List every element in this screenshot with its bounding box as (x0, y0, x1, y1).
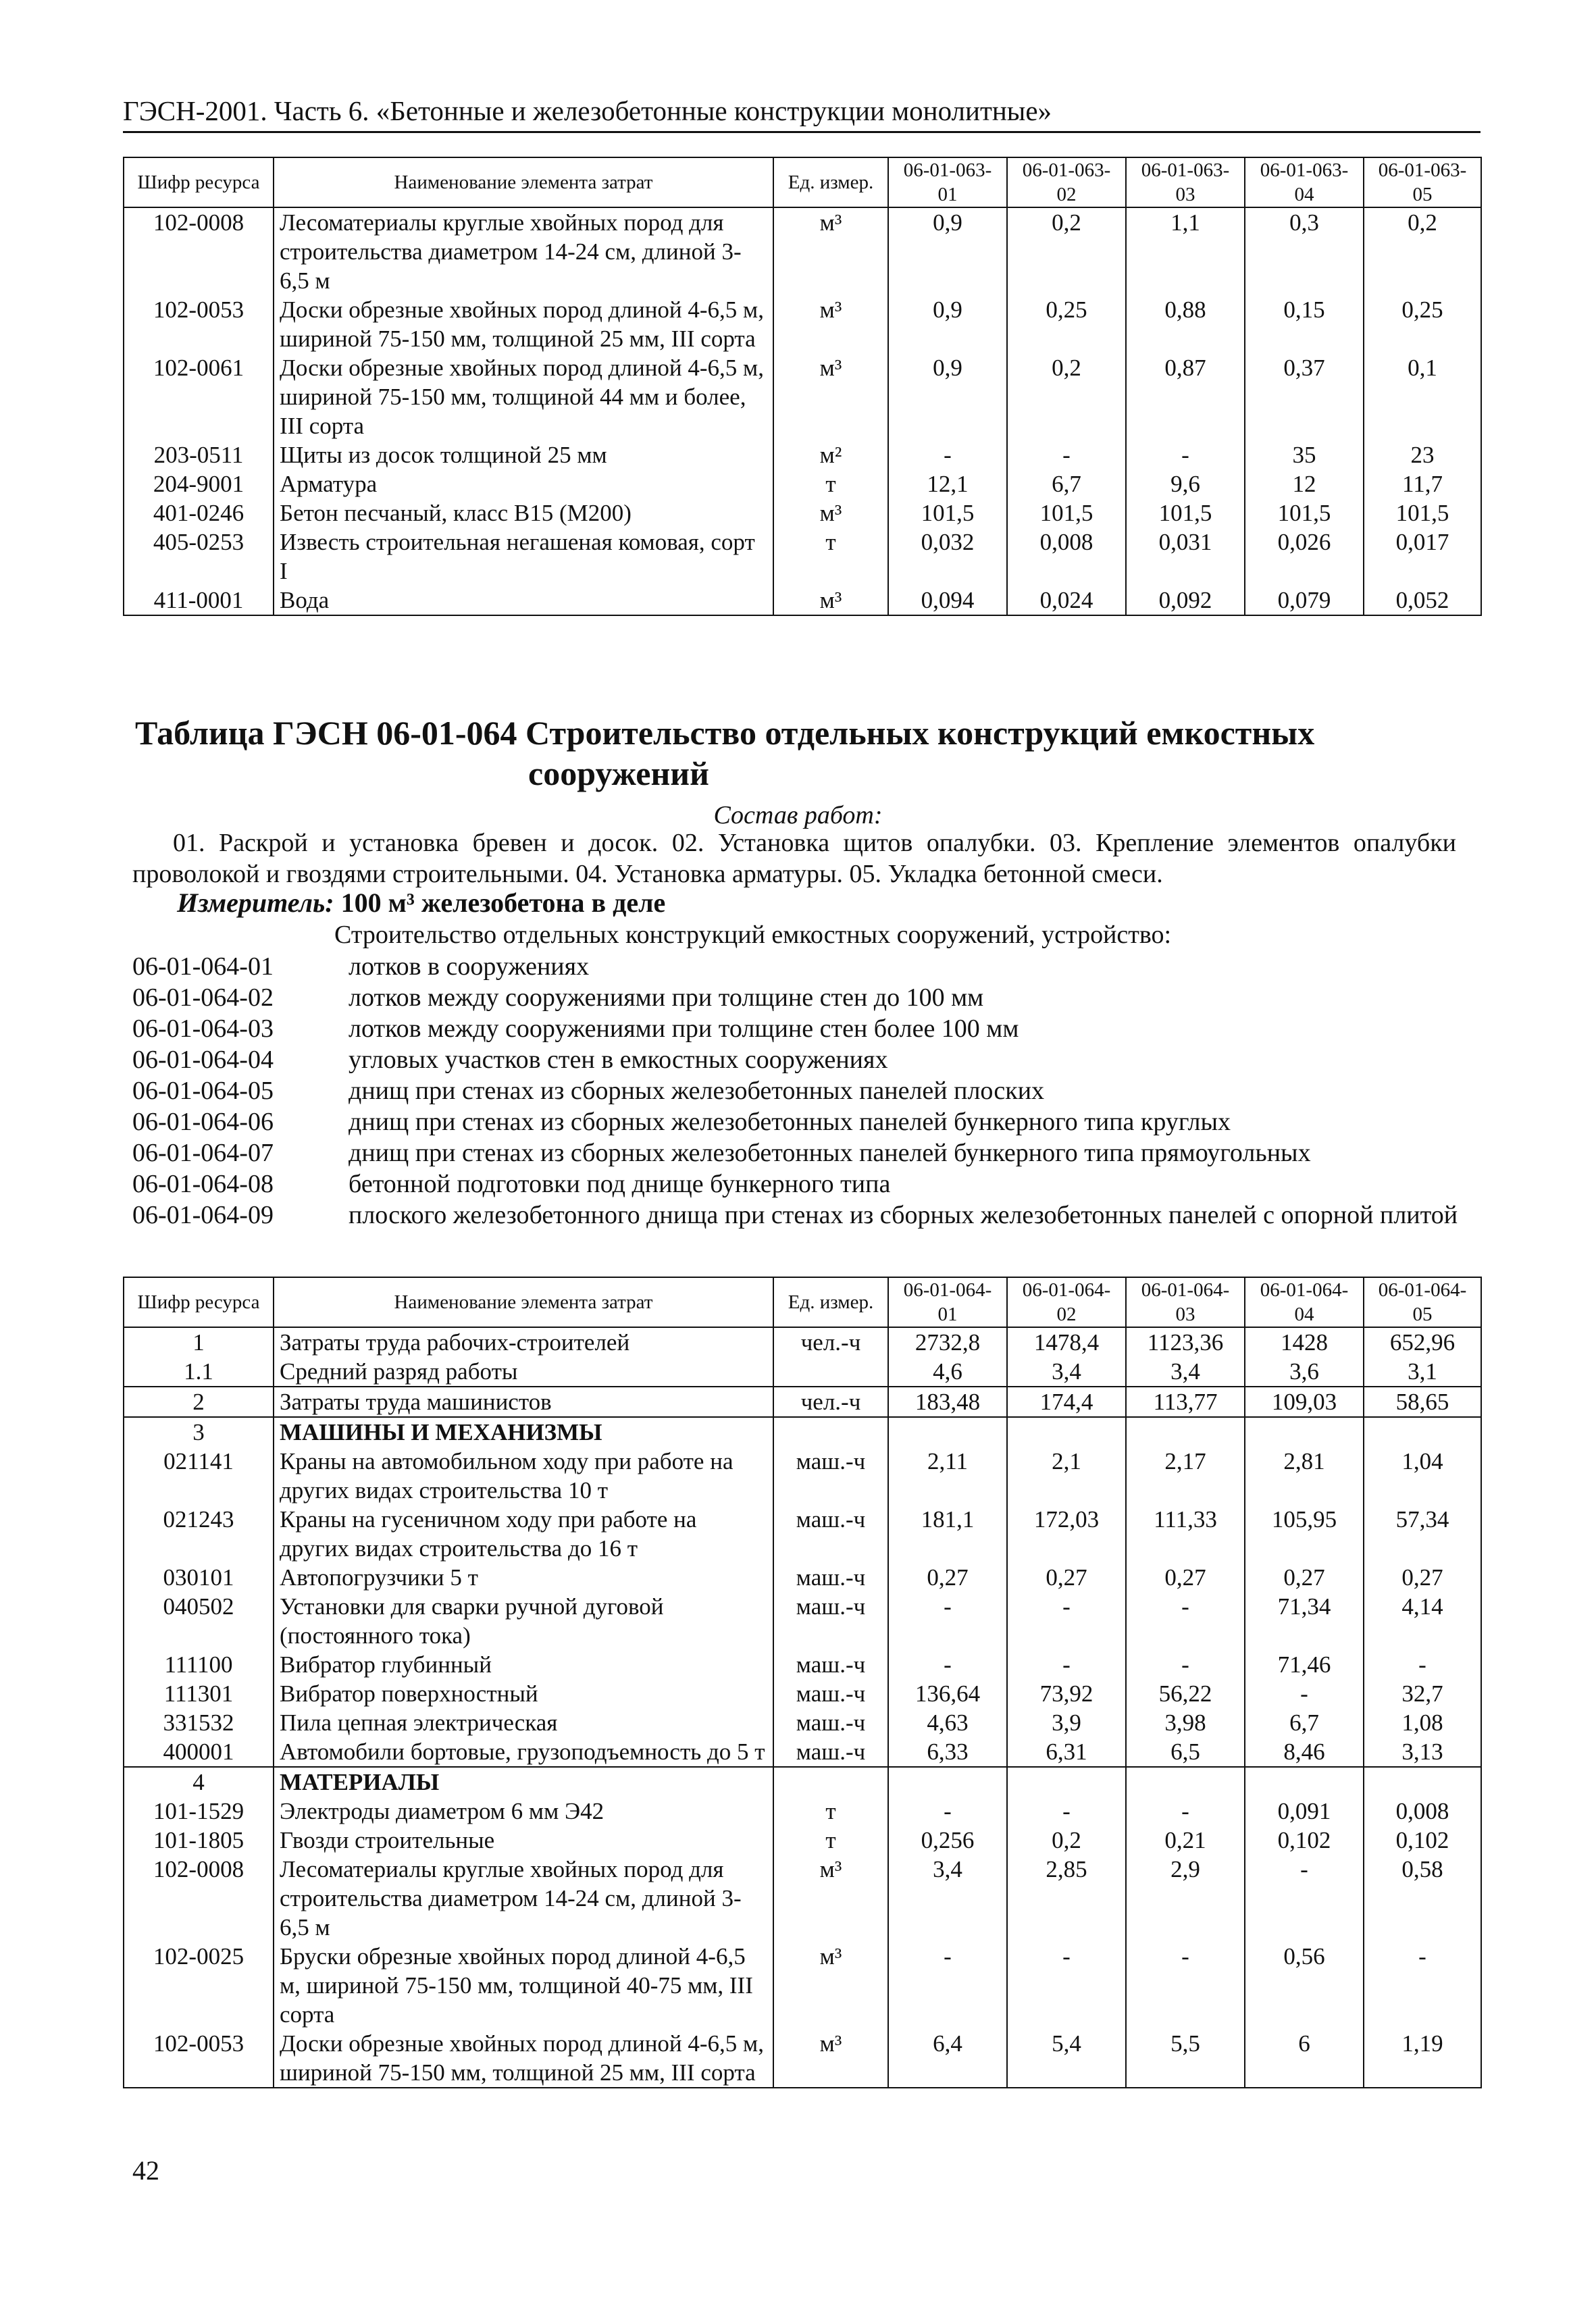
norm-value: 1478,4 (1007, 1327, 1126, 1357)
norm-description: плоского железобетонного днища при стенах из сборных железобетонных панелей с опорной плитой (349, 1201, 1458, 1229)
norm-value: 0,2 (1007, 1826, 1126, 1855)
resource-code: 2 (124, 1387, 274, 1417)
norm-value: - (888, 1942, 1007, 2029)
section-title-line2: сооружений (528, 754, 709, 792)
measure-line (177, 887, 665, 919)
norm-value: - (888, 440, 1007, 469)
norm-value (1126, 1767, 1245, 1797)
resource-unit: м³ (773, 586, 888, 615)
table-body (124, 1327, 1481, 2088)
resource-unit: маш.-ч (773, 1708, 888, 1737)
norm-value: - (1364, 1942, 1481, 2029)
norm-value (1007, 1767, 1126, 1797)
norm-value: 0,9 (888, 207, 1007, 295)
col-norm-header: 06-01-064-05 (1364, 1277, 1481, 1327)
resource-code: 1 (124, 1327, 274, 1357)
norm-value: 4,63 (888, 1708, 1007, 1737)
resource-code: 021243 (124, 1505, 274, 1563)
resource-name: Установки для сварки ручной дуговой (постоянного тока) (274, 1592, 773, 1650)
resource-code: 102-0008 (124, 207, 274, 295)
norm-value: - (888, 1650, 1007, 1679)
list-item (132, 951, 1476, 982)
resource-code: 101-1529 (124, 1797, 274, 1826)
table-row (124, 586, 1481, 615)
norm-value: 1,04 (1364, 1447, 1481, 1505)
norm-value: 0,008 (1364, 1797, 1481, 1826)
table-row (124, 469, 1481, 498)
resource-code: 4 (124, 1767, 274, 1797)
resource-code: 102-0025 (124, 1942, 274, 2029)
resource-code: 102-0008 (124, 1855, 274, 1942)
resource-code: 030101 (124, 1563, 274, 1592)
table-row (124, 295, 1481, 353)
norm-description: лотков между сооружениями при толщине стен до 100 мм (349, 983, 984, 1012)
list-item (132, 1137, 1476, 1168)
norm-value: 0,026 (1245, 528, 1364, 586)
norm-value: 0,56 (1245, 1942, 1364, 2029)
norm-value: 0,2 (1007, 353, 1126, 440)
norm-value: 0,024 (1007, 586, 1126, 615)
resource-unit: м³ (773, 2029, 888, 2088)
table-row (124, 1417, 1481, 1447)
norm-description: днищ при стенах из сборных железобетонных панелей бункерного типа прямоугольных (349, 1139, 1311, 1167)
norm-code: 06-01-064-08 (132, 1170, 274, 1198)
norm-value: 0,9 (888, 353, 1007, 440)
resource-unit (773, 1417, 888, 1447)
norm-value: - (1245, 1679, 1364, 1708)
norm-value: - (1126, 1942, 1245, 2029)
table-body (124, 207, 1481, 615)
norm-value: 3,6 (1245, 1357, 1364, 1387)
norm-value: 0,3 (1245, 207, 1364, 295)
table-row (124, 1826, 1481, 1855)
norm-value: - (1007, 440, 1126, 469)
col-norm-header: 06-01-064-03 (1126, 1277, 1245, 1327)
table-row (124, 353, 1481, 440)
norm-value: 6,5 (1126, 1737, 1245, 1767)
norm-value: 1,1 (1126, 207, 1245, 295)
table-row (124, 1357, 1481, 1387)
norm-value: 2,85 (1007, 1855, 1126, 1942)
resource-unit: т (773, 1797, 888, 1826)
norm-code: 06-01-064-02 (132, 983, 274, 1012)
list-item (132, 1168, 1476, 1200)
resource-unit: маш.-ч (773, 1679, 888, 1708)
norm-value: 0,27 (1364, 1563, 1481, 1592)
col-norm-header: 06-01-064-04 (1245, 1277, 1364, 1327)
section-title-line1: Таблица ГЭСН 06-01-064 Строительство отдельных конструкций емкостных (135, 714, 1315, 752)
norm-value: - (1007, 1942, 1126, 2029)
resource-name: Краны на гусеничном ходу при работе на других видах строительства до 16 т (274, 1505, 773, 1563)
list-item (132, 1075, 1476, 1106)
norm-value: - (1007, 1797, 1126, 1826)
table-row (124, 1592, 1481, 1650)
list-item (132, 1013, 1476, 1044)
list-item (132, 1106, 1476, 1137)
norm-value: 101,5 (1245, 498, 1364, 528)
group-caption: Строительство отдельных конструкций емкостных сооружений, устройство: (334, 921, 1172, 949)
norm-value: 0,27 (1126, 1563, 1245, 1592)
resource-unit: м² (773, 440, 888, 469)
col-code-header: Шифр ресурса (124, 157, 274, 207)
norm-description: днищ при стенах из сборных железобетонных панелей бункерного типа круглых (349, 1108, 1231, 1136)
norm-description: лотков между сооружениями при толщине стен более 100 мм (349, 1014, 1019, 1043)
table-row (124, 498, 1481, 528)
norm-value: 0,052 (1364, 586, 1481, 615)
resource-name: Автомобили бортовые, грузоподъемность до 5 т (274, 1737, 773, 1767)
resource-name: Вибратор глубинный (274, 1650, 773, 1679)
table-row (124, 440, 1481, 469)
norm-value: 109,03 (1245, 1387, 1364, 1417)
norm-value: 71,46 (1245, 1650, 1364, 1679)
table-row (124, 1855, 1481, 1942)
resource-name: Известь строительная негашеная комовая, сорт I (274, 528, 773, 586)
norm-value (1245, 1767, 1364, 1797)
norm-value: 56,22 (1126, 1679, 1245, 1708)
col-norm-header: 06-01-063-02 (1007, 157, 1126, 207)
norm-value: 111,33 (1126, 1505, 1245, 1563)
resource-code: 021141 (124, 1447, 274, 1505)
norm-value: 2,81 (1245, 1447, 1364, 1505)
norm-value: 0,079 (1245, 586, 1364, 615)
norm-value: 0,21 (1126, 1826, 1245, 1855)
norm-value: 11,7 (1364, 469, 1481, 498)
norm-value: 1123,36 (1126, 1327, 1245, 1357)
norm-description: лотков в сооружениях (349, 952, 590, 981)
norm-value: 0,008 (1007, 528, 1126, 586)
norm-value: 0,9 (888, 295, 1007, 353)
table-row (124, 1387, 1481, 1417)
norm-code: 06-01-064-04 (132, 1046, 274, 1074)
norm-description: бетонной подготовки под днище бункерного типа (349, 1170, 891, 1198)
norm-value: 57,34 (1364, 1505, 1481, 1563)
col-norm-header: 06-01-064-01 (888, 1277, 1007, 1327)
resource-name: Лесоматериалы круглые хвойных пород для строительства диаметром 14-24 см, длиной 3-6,5 м (274, 207, 773, 295)
resource-unit: маш.-ч (773, 1592, 888, 1650)
norm-value: 2,11 (888, 1447, 1007, 1505)
norm-code: 06-01-064-07 (132, 1139, 274, 1167)
norm-code: 06-01-064-03 (132, 1014, 274, 1043)
norm-value: - (1364, 1650, 1481, 1679)
resource-code: 102-0053 (124, 295, 274, 353)
norm-value: 6,7 (1245, 1708, 1364, 1737)
resource-unit (773, 1357, 888, 1387)
norm-value: 6,4 (888, 2029, 1007, 2088)
table-row (124, 1447, 1481, 1505)
norm-value: - (888, 1797, 1007, 1826)
norm-value: - (1007, 1592, 1126, 1650)
resource-name: Доски обрезные хвойных пород длиной 4-6,5 м, шириной 75-150 мм, толщиной 25 мм, III сорта (274, 295, 773, 353)
col-norm-header: 06-01-063-05 (1364, 157, 1481, 207)
table-row (124, 2029, 1481, 2088)
norm-value: 12 (1245, 469, 1364, 498)
resource-unit: маш.-ч (773, 1650, 888, 1679)
norm-value: 3,4 (1007, 1357, 1126, 1387)
resource-name: Вибратор поверхностный (274, 1679, 773, 1708)
resource-unit: т (773, 1826, 888, 1855)
list-item (132, 1200, 1476, 1231)
norm-value: 1,08 (1364, 1708, 1481, 1737)
resource-code: 401-0246 (124, 498, 274, 528)
resource-table-063 (123, 157, 1482, 616)
norm-code: 06-01-064-01 (132, 952, 274, 981)
resource-code: 1.1 (124, 1357, 274, 1387)
table-header-row (124, 1277, 1481, 1327)
col-norm-header: 06-01-063-03 (1126, 157, 1245, 207)
norm-value (1364, 1767, 1481, 1797)
resource-name: МАТЕРИАЛЫ (274, 1767, 773, 1797)
resource-unit: маш.-ч (773, 1505, 888, 1563)
norm-value: 3,1 (1364, 1357, 1481, 1387)
list-item (132, 1044, 1476, 1075)
norm-value: - (1126, 1592, 1245, 1650)
table-row (124, 1767, 1481, 1797)
norm-value: 23 (1364, 440, 1481, 469)
norm-value (1364, 1417, 1481, 1447)
table-row (124, 1737, 1481, 1767)
norm-value: 1428 (1245, 1327, 1364, 1357)
norm-value: 0,1 (1364, 353, 1481, 440)
table-row (124, 207, 1481, 295)
norm-value: 3,9 (1007, 1708, 1126, 1737)
col-unit-header: Ед. измер. (773, 1277, 888, 1327)
resource-name: Щиты из досок толщиной 25 мм (274, 440, 773, 469)
table-row (124, 1327, 1481, 1357)
norm-value: - (1126, 440, 1245, 469)
norm-value: 0,25 (1007, 295, 1126, 353)
norm-value: 5,5 (1126, 2029, 1245, 2088)
norm-value: 1,19 (1364, 2029, 1481, 2088)
resource-unit: т (773, 528, 888, 586)
resource-code: 411-0001 (124, 586, 274, 615)
resource-unit: т (773, 469, 888, 498)
norm-value: 6,7 (1007, 469, 1126, 498)
resource-unit: чел.-ч (773, 1387, 888, 1417)
norm-code: 06-01-064-09 (132, 1201, 274, 1229)
norm-list (132, 951, 1476, 1231)
resource-unit: маш.-ч (773, 1737, 888, 1767)
norm-value: 2,1 (1007, 1447, 1126, 1505)
norm-value: 32,7 (1364, 1679, 1481, 1708)
norm-value: 136,64 (888, 1679, 1007, 1708)
norm-value: 6 (1245, 2029, 1364, 2088)
measure-label: Измеритель: (177, 888, 334, 918)
resource-name: Вода (274, 586, 773, 615)
resource-code: 102-0053 (124, 2029, 274, 2088)
norm-value: 58,65 (1364, 1387, 1481, 1417)
norm-value: 101,5 (1364, 498, 1481, 528)
resource-name: Затраты труда рабочих-строителей (274, 1327, 773, 1357)
norm-value: 174,4 (1007, 1387, 1126, 1417)
resource-name: Доски обрезные хвойных пород длиной 4-6,5 м, шириной 75-150 мм, толщиной 44 мм и более, III сорта (274, 353, 773, 440)
resource-code: 204-9001 (124, 469, 274, 498)
norm-value: 0,58 (1364, 1855, 1481, 1942)
norm-value: 0,37 (1245, 353, 1364, 440)
resource-unit: маш.-ч (773, 1563, 888, 1592)
norm-value: 105,95 (1245, 1505, 1364, 1563)
measure-value: 100 м³ железобетона в деле (340, 888, 666, 918)
table-row (124, 1797, 1481, 1826)
resource-name: Автопогрузчики 5 т (274, 1563, 773, 1592)
norm-value: - (888, 1592, 1007, 1650)
norm-value: 0,031 (1126, 528, 1245, 586)
norm-value: 8,46 (1245, 1737, 1364, 1767)
resource-code: 3 (124, 1417, 274, 1447)
resource-name: Средний разряд работы (274, 1357, 773, 1387)
composition-label: Состав работ: (713, 801, 883, 829)
norm-value: 0,27 (888, 1563, 1007, 1592)
norm-value: - (1245, 1855, 1364, 1942)
resource-unit: м³ (773, 1855, 888, 1942)
section-title (123, 713, 1481, 794)
norm-description: угловых участков стен в емкостных сооружениях (349, 1046, 888, 1074)
norm-value: 181,1 (888, 1505, 1007, 1563)
resource-code: 102-0061 (124, 353, 274, 440)
norm-value (1007, 1417, 1126, 1447)
norm-value: 0,032 (888, 528, 1007, 586)
table-row (124, 1942, 1481, 2029)
norm-value: 2732,8 (888, 1327, 1007, 1357)
norm-value: 0,094 (888, 586, 1007, 615)
norm-value: - (1126, 1797, 1245, 1826)
col-norm-header: 06-01-064-02 (1007, 1277, 1126, 1327)
norm-value: 0,2 (1364, 207, 1481, 295)
resource-name: Электроды диаметром 6 мм Э42 (274, 1797, 773, 1826)
resource-code: 111100 (124, 1650, 274, 1679)
norm-value: 3,98 (1126, 1708, 1245, 1737)
composition-text: 01. Раскрой и установка бревен и досок. 02. Установка щитов опалубки. 03. Крепление элементов опалубки проволокой и гвоздями строительными. 04. Установка арматуры. 05. Укладка бетонной смеси. (132, 829, 1456, 888)
norm-value: 12,1 (888, 469, 1007, 498)
resource-name: Пила цепная электрическая (274, 1708, 773, 1737)
col-norm-header: 06-01-063-04 (1245, 157, 1364, 207)
table-row (124, 528, 1481, 586)
table-row (124, 1679, 1481, 1708)
norm-value: 101,5 (1007, 498, 1126, 528)
norm-value (1126, 1417, 1245, 1447)
norm-value: 0,102 (1364, 1826, 1481, 1855)
col-norm-header: 06-01-063-01 (888, 157, 1007, 207)
resource-unit: м³ (773, 1942, 888, 2029)
col-name-header: Наименование элемента затрат (274, 1277, 773, 1327)
resource-code: 405-0253 (124, 528, 274, 586)
norm-value: 5,4 (1007, 2029, 1126, 2088)
resource-unit: маш.-ч (773, 1447, 888, 1505)
resource-code: 203-0511 (124, 440, 274, 469)
norm-value: 652,96 (1364, 1327, 1481, 1357)
norm-code: 06-01-064-05 (132, 1077, 274, 1105)
norm-value: 4,14 (1364, 1592, 1481, 1650)
resource-name: Бруски обрезные хвойных пород длиной 4-6,5 м, шириной 75-150 мм, толщиной 40-75 мм, III сорта (274, 1942, 773, 2029)
resource-code: 331532 (124, 1708, 274, 1737)
resource-unit: м³ (773, 353, 888, 440)
norm-value: 71,34 (1245, 1592, 1364, 1650)
table-row (124, 1505, 1481, 1563)
norm-value: 35 (1245, 440, 1364, 469)
norm-value: 101,5 (1126, 498, 1245, 528)
resource-code: 400001 (124, 1737, 274, 1767)
resource-table-064 (123, 1277, 1482, 2088)
norm-value: 113,77 (1126, 1387, 1245, 1417)
table-row (124, 1708, 1481, 1737)
norm-value: 183,48 (888, 1387, 1007, 1417)
norm-value (888, 1417, 1007, 1447)
table-row (124, 1650, 1481, 1679)
list-item (132, 982, 1476, 1013)
resource-unit: м³ (773, 498, 888, 528)
norm-value: 0,27 (1007, 1563, 1126, 1592)
norm-value (1245, 1417, 1364, 1447)
table-header-row (124, 157, 1481, 207)
norm-value: 0,102 (1245, 1826, 1364, 1855)
resource-unit: м³ (773, 207, 888, 295)
page-number: 42 (132, 2155, 159, 2186)
norm-value: 2,17 (1126, 1447, 1245, 1505)
norm-value: 6,33 (888, 1737, 1007, 1767)
norm-value: - (1007, 1650, 1126, 1679)
norm-value: 0,15 (1245, 295, 1364, 353)
resource-code: 101-1805 (124, 1826, 274, 1855)
col-code-header: Шифр ресурса (124, 1277, 274, 1327)
norm-value: 0,017 (1364, 528, 1481, 586)
resource-unit (773, 1767, 888, 1797)
norm-value: 3,4 (888, 1855, 1007, 1942)
resource-unit: чел.-ч (773, 1327, 888, 1357)
norm-value: 0,27 (1245, 1563, 1364, 1592)
norm-value: - (1126, 1650, 1245, 1679)
resource-code: 040502 (124, 1592, 274, 1650)
norm-value: 0,2 (1007, 207, 1126, 295)
resource-name: Бетон песчаный, класс B15 (М200) (274, 498, 773, 528)
norm-value: 9,6 (1126, 469, 1245, 498)
resource-unit: м³ (773, 295, 888, 353)
norm-value: 4,6 (888, 1357, 1007, 1387)
resource-name: Гвозди строительные (274, 1826, 773, 1855)
col-name-header: Наименование элемента затрат (274, 157, 773, 207)
col-unit-header: Ед. измер. (773, 157, 888, 207)
norm-value: 0,256 (888, 1826, 1007, 1855)
norm-value: 3,4 (1126, 1357, 1245, 1387)
norm-value: 101,5 (888, 498, 1007, 528)
norm-value: 0,091 (1245, 1797, 1364, 1826)
resource-name: Арматура (274, 469, 773, 498)
resource-name: МАШИНЫ И МЕХАНИЗМЫ (274, 1417, 773, 1447)
resource-name: Затраты труда машинистов (274, 1387, 773, 1417)
norm-value: 2,9 (1126, 1855, 1245, 1942)
norm-value: 6,31 (1007, 1737, 1126, 1767)
norm-value: 3,13 (1364, 1737, 1481, 1767)
norm-value: 172,03 (1007, 1505, 1126, 1563)
norm-value: 0,25 (1364, 295, 1481, 353)
norm-description: днищ при стенах из сборных железобетонных панелей плоских (349, 1077, 1045, 1105)
table-row (124, 1563, 1481, 1592)
resource-name: Доски обрезные хвойных пород длиной 4-6,5 м, шириной 75-150 мм, толщиной 25 мм, III сорта (274, 2029, 773, 2088)
norm-code: 06-01-064-06 (132, 1108, 274, 1136)
norm-value (888, 1767, 1007, 1797)
page-header: ГЭСН-2001. Часть 6. «Бетонные и железобетонные конструкции монолитные» (123, 95, 1481, 133)
resource-name: Лесоматериалы круглые хвойных пород для строительства диаметром 14-24 см, длиной 3-6,5 м (274, 1855, 773, 1942)
norm-value: 73,92 (1007, 1679, 1126, 1708)
resource-code: 111301 (124, 1679, 274, 1708)
norm-value: 0,87 (1126, 353, 1245, 440)
norm-value: 0,88 (1126, 295, 1245, 353)
norm-value: 0,092 (1126, 586, 1245, 615)
resource-name: Краны на автомобильном ходу при работе на других видах строительства 10 т (274, 1447, 773, 1505)
